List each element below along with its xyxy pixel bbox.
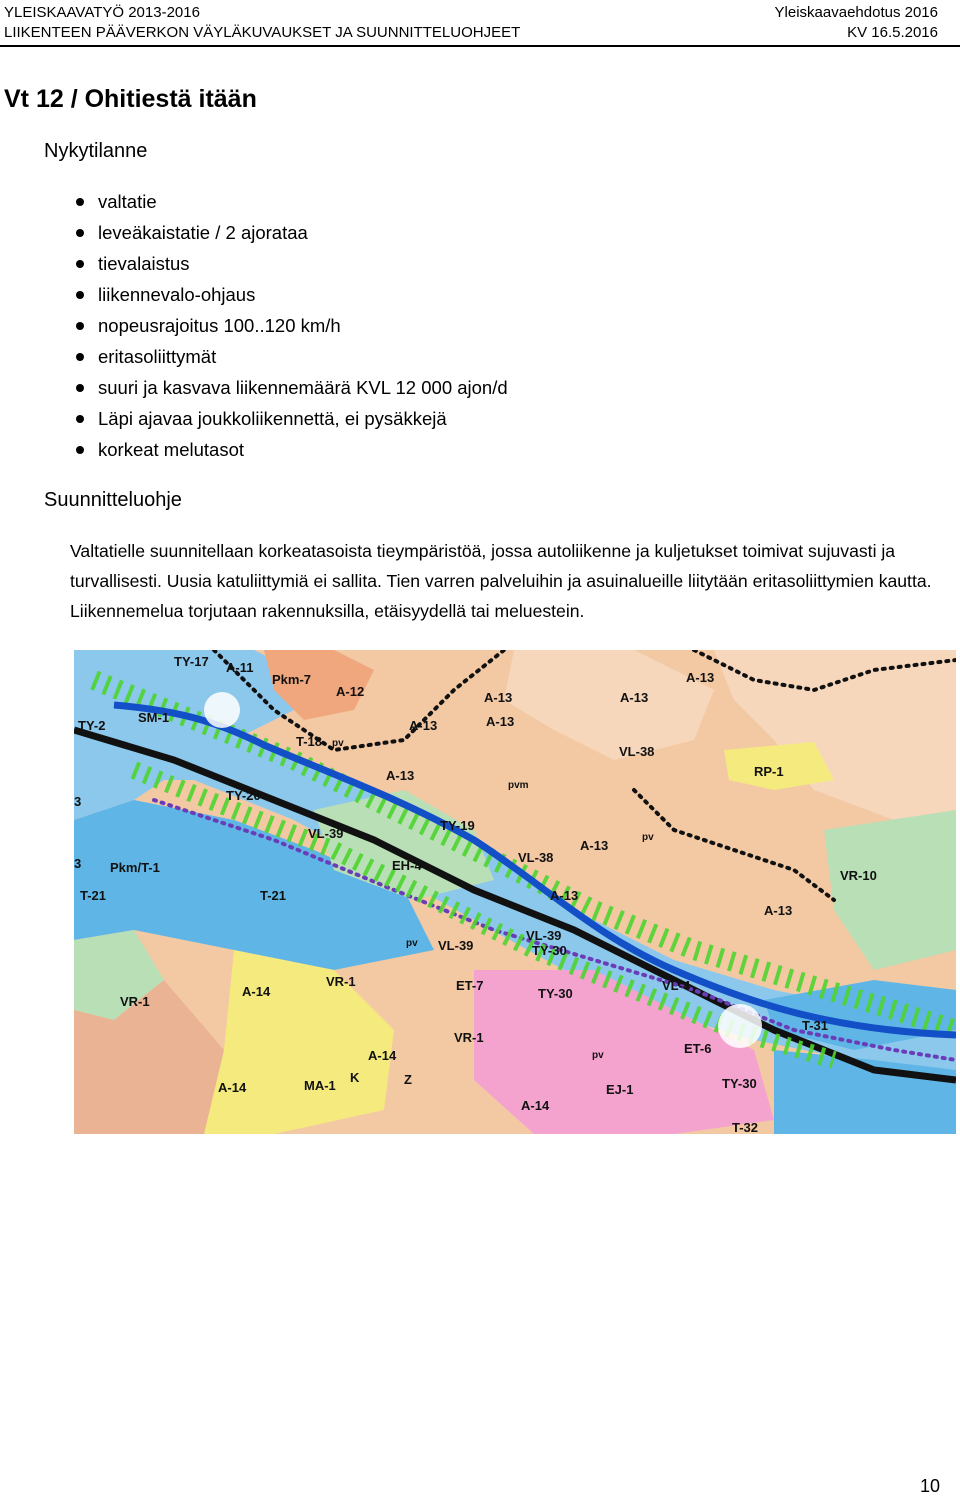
svg-text:A-12: A-12 [336,684,365,699]
svg-text:pvm: pvm [508,780,529,791]
svg-text:VR-1: VR-1 [326,974,356,989]
svg-text:A-13: A-13 [484,690,513,705]
list-item: Läpi ajavaa joukkoliikennettä, ei pysäkkejä [70,407,508,438]
svg-text:VL-39: VL-39 [438,938,474,953]
svg-text:EJ-1: EJ-1 [606,1082,634,1097]
svg-text:VR-10: VR-10 [840,868,877,883]
svg-text:VL-39: VL-39 [526,928,562,943]
svg-text:T-21: T-21 [260,888,287,903]
svg-text:A-14: A-14 [242,984,271,999]
svg-text:Z: Z [404,1072,412,1087]
svg-text:MA-1: MA-1 [304,1078,336,1093]
list-item: liikennevalo-ohjaus [70,283,508,314]
svg-text:A-13: A-13 [686,670,715,685]
svg-text:T-21: T-21 [80,888,107,903]
list-item: leveäkaistatie / 2 ajorataa [70,221,508,252]
page-header [0,0,960,44]
svg-text:VL-38: VL-38 [619,744,655,759]
zoning-map-graphic [74,650,956,1134]
svg-text:VL-4: VL-4 [662,978,691,993]
svg-text:A-13: A-13 [409,718,438,733]
svg-text:SM-1: SM-1 [138,710,170,725]
svg-text:TY-2: TY-2 [78,718,106,733]
svg-text:TY-30: TY-30 [538,986,573,1001]
svg-text:ET-6: ET-6 [684,1041,712,1056]
svg-text:pv: pv [642,832,654,843]
svg-text:3: 3 [74,794,82,809]
svg-text:A-13: A-13 [386,768,415,783]
svg-text:TY-20: TY-20 [226,788,261,803]
svg-text:Pkm/T-1: Pkm/T-1 [110,860,160,875]
list-item: tievalaistus [70,252,508,283]
svg-text:A-13: A-13 [550,888,579,903]
list-item: eritasoliittymät [70,345,508,376]
list-item: suuri ja kasvava liikennemäärä KVL 12 000 ajon/d [70,376,508,407]
bullet-icon [76,353,84,361]
bullet-icon [76,446,84,454]
header-version: Yleiskaavaehdotus 2016 [774,4,938,21]
svg-text:TY-30: TY-30 [532,943,567,958]
svg-text:Pkm-7: Pkm-7 [272,672,312,687]
svg-text:TY-17: TY-17 [174,654,209,669]
header-date: KV 16.5.2016 [847,24,938,41]
bullet-icon [76,198,84,206]
header-document-title: LIIKENTEEN PÄÄVERKON VÄYLÄKUVAUKSET JA SUUNNITTELUOHJEET [4,24,521,41]
bullet-icon [76,229,84,237]
svg-text:A-14: A-14 [521,1098,550,1113]
bullet-icon [76,384,84,392]
list-item: valtatie [70,190,508,221]
section-heading-current: Nykytilanne [44,140,148,162]
section-heading-guidance: Suunnitteluohje [44,489,182,511]
svg-text:VR-1: VR-1 [120,994,150,1009]
svg-text:A-11: A-11 [226,660,254,675]
header-divider [0,45,960,47]
svg-text:VL-38: VL-38 [518,850,554,865]
svg-text:A-14: A-14 [218,1080,247,1095]
svg-text:pv: pv [406,938,418,949]
page-number: 10 [919,1476,940,1496]
bullet-icon [76,322,84,330]
svg-text:A-13: A-13 [486,714,515,729]
svg-text:RP-1: RP-1 [754,764,784,779]
svg-text:pv: pv [592,1050,604,1061]
svg-text:VL-39: VL-39 [308,826,344,841]
svg-text:A-13: A-13 [620,690,649,705]
svg-text:3: 3 [74,856,82,871]
svg-text:TY-30: TY-30 [722,1076,757,1091]
guidance-paragraph: Valtatielle suunnitellaan korkeatasoista tieympäristöä, jossa autoliikenne ja kuljetukset toimivat sujuvasti ja turvallisesti. Uusia katuliittymiä ei sallita. Tien varren palveluihin ja asuinalueille liitytään eritasoliittymien kautta. Liikennemelua torjutaan rakennuksilla, etäisyydellä tai meluestein. [70,541,932,621]
svg-text:T-32: T-32 [732,1120,759,1134]
svg-text:pv: pv [332,738,344,749]
bullet-icon [76,260,84,268]
svg-text:K: K [350,1070,360,1085]
bullet-icon [76,291,84,299]
svg-text:A-13: A-13 [764,903,793,918]
svg-text:T-31: T-31 [802,1018,829,1033]
svg-text:TY-19: TY-19 [440,818,475,833]
list-item: korkeat melutasot [70,438,508,469]
header-project-title: YLEISKAAVATYÖ 2013-2016 [4,4,200,21]
svg-text:T-18: T-18 [296,734,323,749]
zoning-map [74,650,956,1134]
svg-text:A-14: A-14 [368,1048,397,1063]
svg-text:VR-1: VR-1 [454,1030,484,1045]
bullet-icon [76,415,84,423]
svg-text:EH-4: EH-4 [392,858,422,873]
svg-text:A-13: A-13 [580,838,609,853]
current-state-list [70,190,508,469]
page-title: Vt 12 / Ohitiestä itään [4,85,257,113]
svg-text:ET-7: ET-7 [456,978,484,993]
list-item: nopeusrajoitus 100..120 km/h [70,314,508,345]
